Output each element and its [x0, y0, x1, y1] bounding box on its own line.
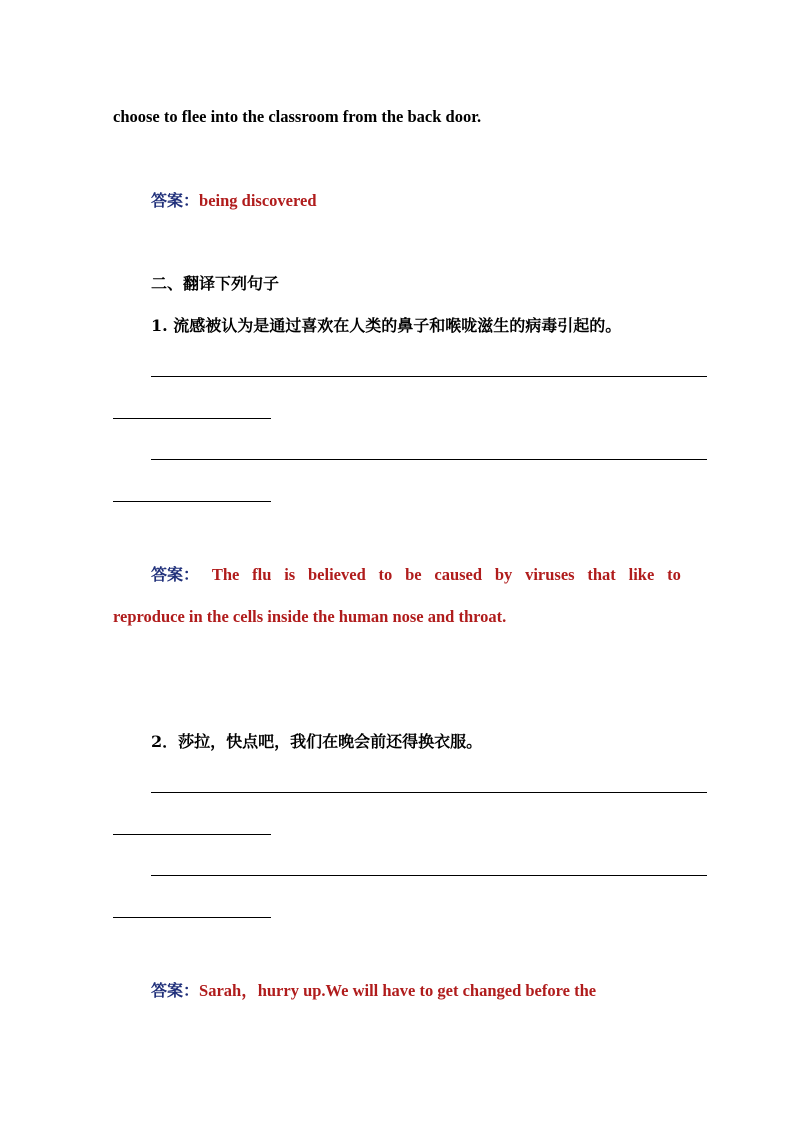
- answer-word: caused: [434, 565, 483, 584]
- answer-word: by: [494, 565, 513, 584]
- answer-line[interactable]: [113, 501, 271, 502]
- question-2-prompt: 2．莎拉，快点吧，我们在晚会前还得换衣服。: [151, 732, 483, 751]
- answer-line[interactable]: [113, 917, 271, 918]
- answer-line[interactable]: [113, 834, 271, 835]
- previous-question-text: choose to flee into the classroom from the back door.: [113, 107, 482, 126]
- answer-line[interactable]: [151, 376, 707, 377]
- answer-label: 答案：: [151, 191, 200, 210]
- answer-word: to: [667, 565, 681, 584]
- answer-word: that: [587, 565, 616, 584]
- answer-line[interactable]: [151, 875, 707, 876]
- section-heading: 二、翻译下列句子: [151, 274, 280, 293]
- answer-word: flu: [252, 565, 272, 584]
- answer-word: to: [378, 565, 393, 584]
- answer-word: The: [211, 565, 240, 584]
- answer-text: Sarah，hurry up.We will have to get changed before the: [199, 981, 597, 1000]
- answer-label: 答案：: [151, 565, 200, 584]
- question-1-answer: [151, 565, 681, 585]
- question-2-answer: [151, 981, 596, 1001]
- answer-word: viruses: [525, 565, 575, 584]
- question-1-prompt: 1. 流感被认为是通过喜欢在人类的鼻子和喉咙滋生的病毒引起的。: [151, 316, 622, 335]
- answer-word: like: [628, 565, 655, 584]
- answer-word: is: [284, 565, 296, 584]
- question-1-answer-continued: reproduce in the cells inside the human nose and throat.: [113, 607, 507, 626]
- answer-word: be: [405, 565, 422, 584]
- answer-line[interactable]: [151, 459, 707, 460]
- answer-line[interactable]: [113, 418, 271, 419]
- previous-answer: [151, 191, 317, 211]
- answer-line[interactable]: [151, 792, 707, 793]
- answer-text: being discovered: [199, 191, 317, 210]
- answer-word: believed: [308, 565, 366, 584]
- answer-label: 答案：: [151, 981, 200, 1000]
